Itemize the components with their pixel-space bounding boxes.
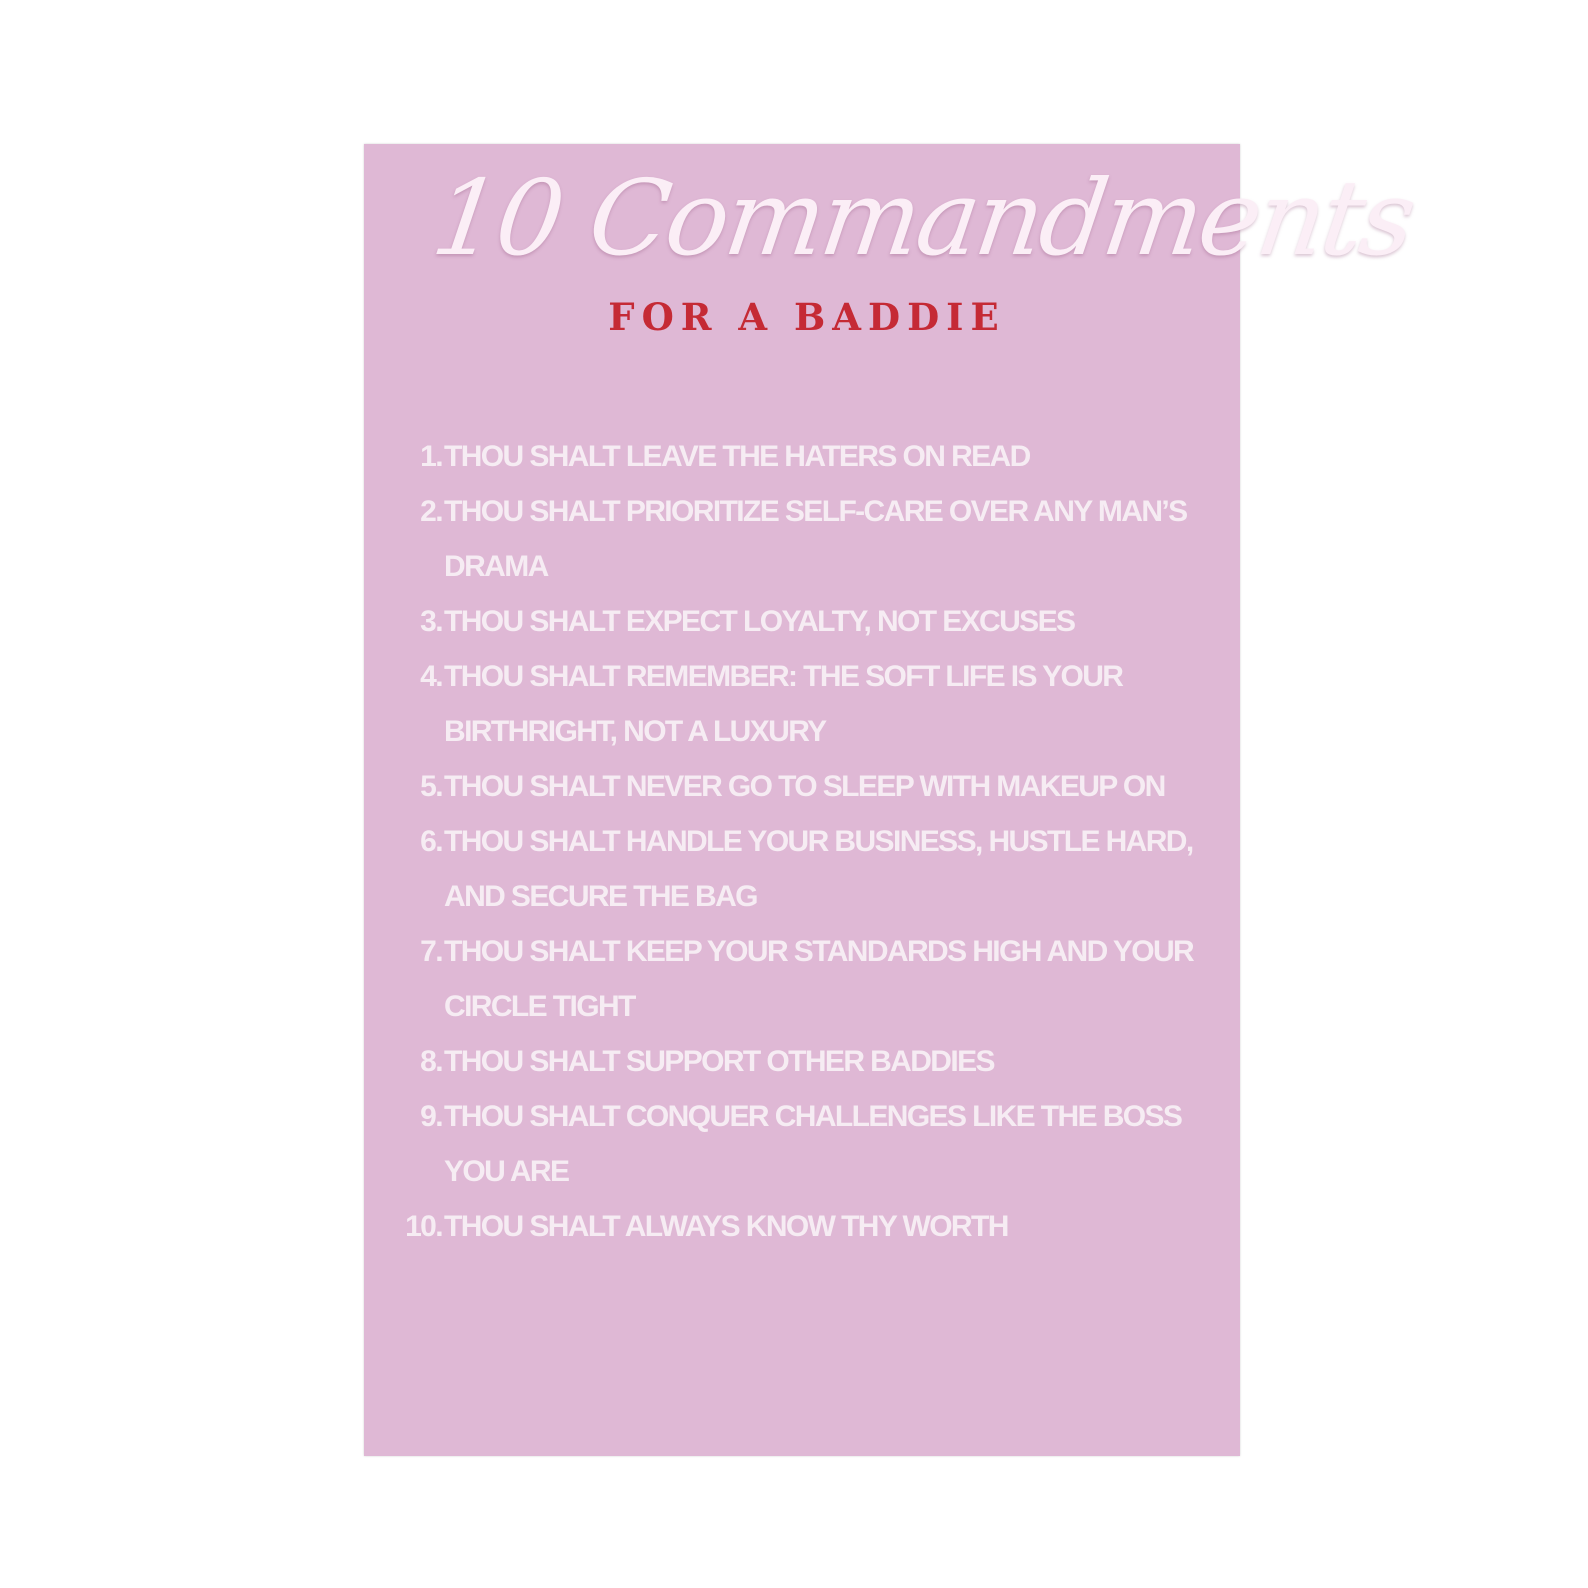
commandment-number: 10.	[405, 1210, 442, 1243]
commandment-number: 2.	[420, 495, 442, 528]
commandment-item	[392, 1034, 1212, 1089]
commandment-text: THOU SHALT REMEMBER: THE SOFT LIFE IS YOUR BIRTHRIGHT, NOT A LUXURY	[444, 660, 1123, 748]
poster-title: 10 Commandments	[425, 157, 1421, 279]
commandment-item	[392, 759, 1212, 814]
commandment-number: 7.	[420, 935, 442, 968]
commandment-text: THOU SHALT HANDLE YOUR BUSINESS, HUSTLE HARD, AND SECURE THE BAG	[444, 825, 1193, 913]
commandment-number: 3.	[420, 605, 442, 638]
commandment-item	[392, 484, 1212, 594]
commandment-item	[392, 594, 1212, 649]
poster-subtitle: FOR A BADDIE	[608, 295, 1006, 339]
commandment-text: THOU SHALT NEVER GO TO SLEEP WITH MAKEUP ON	[444, 770, 1165, 803]
poster	[364, 144, 1421, 1456]
commandment-text: THOU SHALT LEAVE THE HATERS ON READ	[444, 440, 1030, 473]
commandment-item	[392, 1089, 1212, 1199]
commandment-text: THOU SHALT KEEP YOUR STANDARDS HIGH AND YOUR CIRCLE TIGHT	[444, 935, 1194, 1023]
commandment-item	[392, 924, 1212, 1034]
commandment-item	[392, 814, 1212, 924]
commandment-item	[392, 1199, 1212, 1254]
commandment-text: THOU SHALT PRIORITIZE SELF-CARE OVER ANY MAN’S DRAMA	[444, 495, 1187, 583]
commandment-number: 1.	[420, 440, 442, 473]
commandment-number: 8.	[420, 1045, 442, 1078]
commandment-text: THOU SHALT SUPPORT OTHER BADDIES	[444, 1045, 994, 1078]
commandment-number: 5.	[420, 770, 442, 803]
commandments-list	[392, 429, 1212, 1254]
commandment-text: THOU SHALT CONQUER CHALLENGES LIKE THE BOSS YOU ARE	[444, 1100, 1182, 1188]
commandment-text: THOU SHALT ALWAYS KNOW THY WORTH	[444, 1210, 1008, 1243]
commandment-number: 4.	[420, 660, 442, 693]
commandment-number: 9.	[420, 1100, 442, 1133]
commandment-item	[392, 649, 1212, 759]
commandment-text: THOU SHALT EXPECT LOYALTY, NOT EXCUSES	[444, 605, 1075, 638]
commandment-item	[392, 429, 1212, 484]
commandment-number: 6.	[420, 825, 442, 858]
